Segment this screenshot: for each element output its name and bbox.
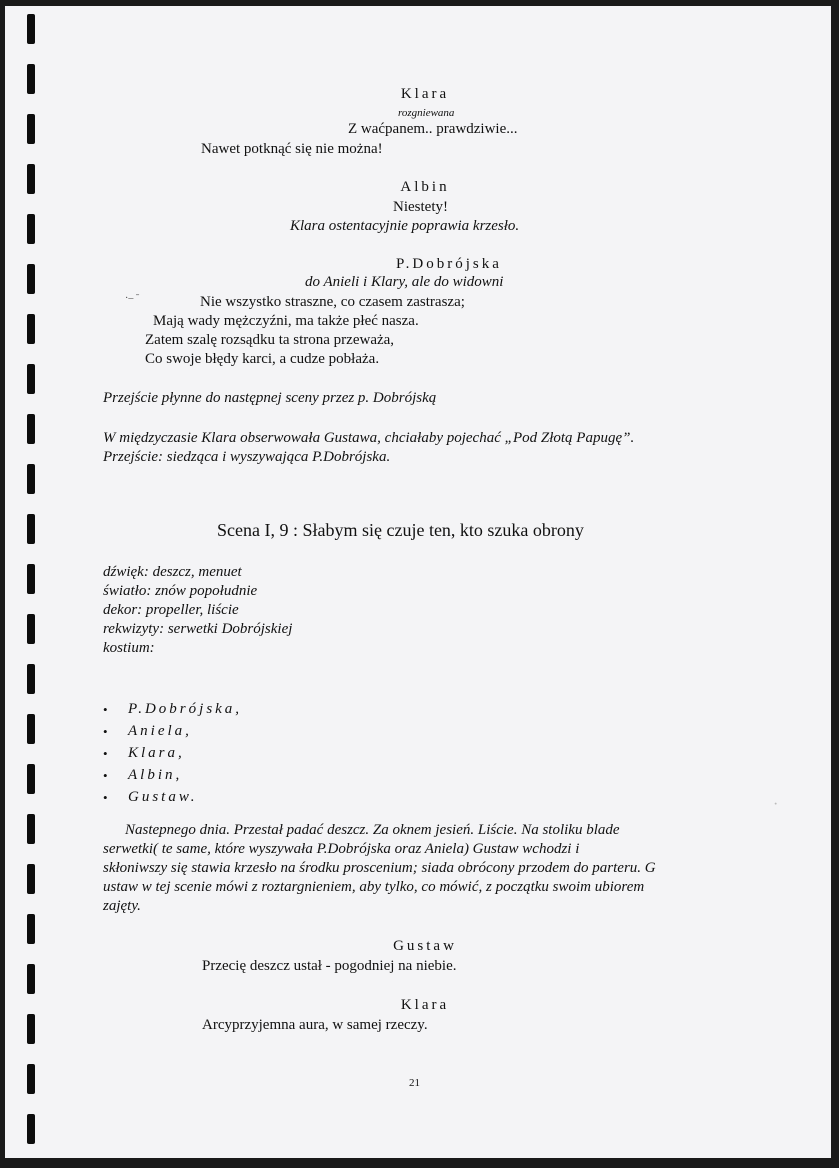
bullet-icon: • bbox=[103, 746, 108, 761]
verse-line: Co swoje błędy karci, a cudze pobłaża. bbox=[145, 351, 380, 367]
binding-hole bbox=[27, 114, 35, 144]
binding-hole bbox=[27, 714, 35, 744]
binding-hole bbox=[27, 64, 35, 94]
stage-direction: rozgniewana bbox=[398, 107, 455, 119]
stage-direction: do Anieli i Klary, ale do widowni bbox=[305, 274, 504, 290]
binding-hole bbox=[27, 1064, 35, 1094]
speaker-gustaw: Gustaw bbox=[393, 938, 457, 954]
binding-hole bbox=[27, 214, 35, 244]
verse-line: Zatem szalę rozsądku ta strona przeważa, bbox=[145, 332, 395, 348]
stage-direction-paragraph: ustaw w tej scenie mówi z roztargnieniem, aby tylko, co mówić, z początku swoim ubiorem bbox=[103, 879, 645, 895]
binding-hole bbox=[27, 514, 35, 544]
list-item: Aniela, bbox=[128, 723, 192, 739]
binding-hole bbox=[27, 1114, 35, 1144]
speaker-albin: Albin bbox=[400, 179, 450, 195]
binding-hole bbox=[27, 164, 35, 194]
binding-hole bbox=[27, 614, 35, 644]
binding-hole bbox=[27, 864, 35, 894]
transition-note: Przejście płynne do następnej sceny przez p. Dobrójską bbox=[103, 390, 437, 406]
dialogue-line: Arcyprzyjemna aura, w samej rzeczy. bbox=[202, 1017, 428, 1033]
binding-hole bbox=[27, 564, 35, 594]
pen-mark: ·– ˉ bbox=[125, 293, 140, 304]
bullet-icon: • bbox=[103, 768, 108, 783]
stage-direction-paragraph: zajęty. bbox=[103, 898, 141, 914]
verse-line: Mają wady mężczyźni, ma także płeć nasza. bbox=[153, 313, 419, 329]
note-line: W międzyczasie Klara obserwowała Gustawa, chciałaby pojechać „Pod Złotą Papugę”. bbox=[103, 430, 635, 446]
stage-direction-paragraph: serwetki( te same, które wyszywała P.Dobrójska oraz Aniela) Gustaw wchodzi i bbox=[103, 841, 580, 857]
binding-hole bbox=[27, 914, 35, 944]
binding-hole bbox=[27, 314, 35, 344]
dialogue-line: Nawet potknąć się nie można! bbox=[201, 141, 383, 157]
meta-decor: dekor: propeller, liście bbox=[103, 602, 239, 618]
page-number: 21 bbox=[409, 1077, 420, 1089]
binding-hole bbox=[27, 464, 35, 494]
verse-line: Nie wszystko straszne, co czasem zastrasza; bbox=[200, 294, 465, 310]
meta-sound: dźwięk: deszcz, menuet bbox=[103, 564, 242, 580]
binding-hole bbox=[27, 14, 35, 44]
binding-hole bbox=[27, 1014, 35, 1044]
stage-direction-paragraph: skłoniwszy się stawia krzesło na środku proscenium; siada obrócony przodem do parteru. G bbox=[103, 860, 656, 876]
binding-hole bbox=[27, 264, 35, 294]
bullet-icon: • bbox=[103, 724, 108, 739]
binding-holes bbox=[27, 6, 37, 1158]
list-item: Klara, bbox=[128, 745, 185, 761]
binding-hole bbox=[27, 964, 35, 994]
binding-hole bbox=[27, 414, 35, 444]
list-item: Albin, bbox=[128, 767, 183, 783]
scan-smudge: · bbox=[773, 796, 779, 813]
list-item: P.Dobrójska, bbox=[128, 701, 243, 717]
document-page bbox=[5, 6, 831, 1158]
binding-hole bbox=[27, 814, 35, 844]
note-line: Przejście: siedząca i wyszywająca P.Dobrójska. bbox=[103, 449, 391, 465]
meta-light: światło: znów popołudnie bbox=[103, 583, 258, 599]
binding-hole bbox=[27, 364, 35, 394]
dialogue-line: Przecię deszcz ustał - pogodniej na niebie. bbox=[202, 958, 457, 974]
binding-hole bbox=[27, 664, 35, 694]
dialogue-line: Z waćpanem.. prawdziwie... bbox=[348, 121, 518, 137]
meta-props: rekwizyty: serwetki Dobrójskiej bbox=[103, 621, 293, 637]
speaker-dobrojska: P.Dobrójska bbox=[396, 256, 502, 272]
binding-hole bbox=[27, 764, 35, 794]
bullet-icon: • bbox=[103, 790, 108, 805]
list-item: Gustaw. bbox=[128, 789, 198, 805]
meta-costume: kostium: bbox=[103, 640, 155, 656]
bullet-icon: • bbox=[103, 702, 108, 717]
speaker-klara: Klara bbox=[400, 86, 450, 102]
scene-title: Scena I, 9 : Słabym się czuje ten, kto szuka obrony bbox=[217, 520, 584, 540]
stage-direction: Klara ostentacyjnie poprawia krzesło. bbox=[290, 218, 520, 234]
dialogue-line: Niestety! bbox=[393, 199, 448, 215]
speaker-klara: Klara bbox=[400, 997, 450, 1013]
stage-direction-paragraph: Nastepnego dnia. Przestał padać deszcz. Za oknem jesień. Liście. Na stoliku blade bbox=[125, 822, 620, 838]
